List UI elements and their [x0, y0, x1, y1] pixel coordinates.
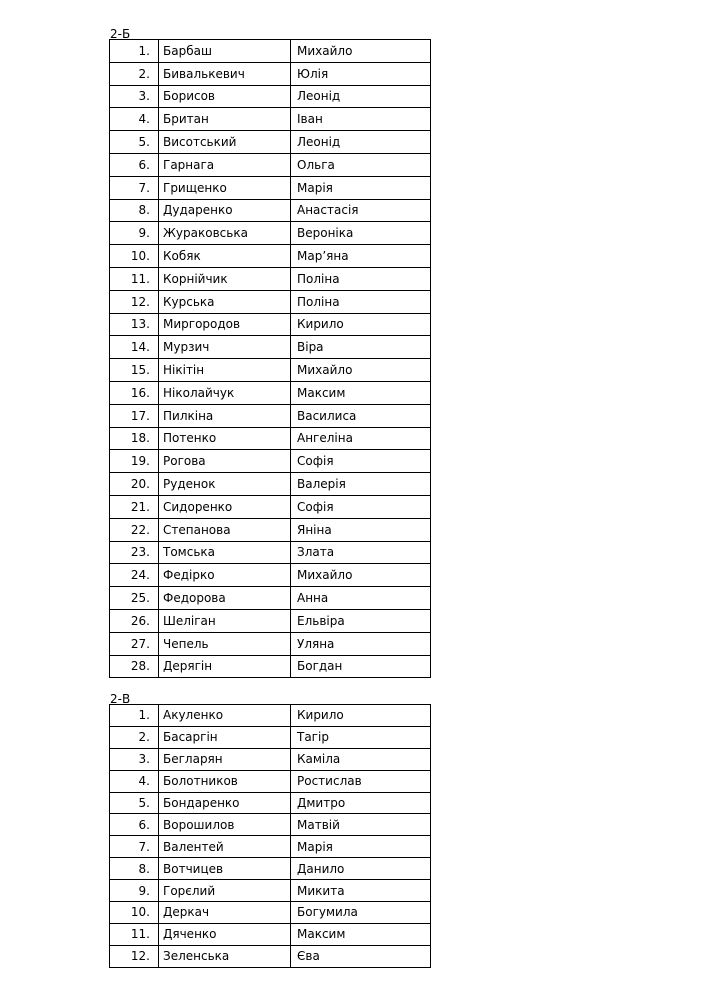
- row-number: 1.: [110, 705, 159, 727]
- last-name: Рогова: [159, 450, 291, 473]
- first-name: Яніна: [291, 518, 431, 541]
- row-number: 17.: [110, 404, 159, 427]
- last-name: Дерягін: [159, 655, 291, 678]
- last-name: Акуленко: [159, 705, 291, 727]
- table-row: [110, 131, 431, 154]
- last-name: Басаргін: [159, 726, 291, 748]
- last-name: Руденок: [159, 473, 291, 496]
- last-name: Сидоренко: [159, 495, 291, 518]
- row-number: 6.: [110, 153, 159, 176]
- table-row: [110, 770, 431, 792]
- table-row: [110, 267, 431, 290]
- first-name: Матвій: [291, 814, 431, 836]
- last-name: Степанова: [159, 518, 291, 541]
- last-name: Томська: [159, 541, 291, 564]
- row-number: 2.: [110, 726, 159, 748]
- first-name: Михайло: [291, 359, 431, 382]
- row-number: 16.: [110, 381, 159, 404]
- table-row: [110, 748, 431, 770]
- last-name: Шеліган: [159, 609, 291, 632]
- first-name: Марія: [291, 836, 431, 858]
- table-row: [110, 655, 431, 678]
- roster-table-2v: [109, 704, 431, 968]
- last-name: Горєлий: [159, 880, 291, 902]
- last-name: Бондаренко: [159, 792, 291, 814]
- table-row: [110, 290, 431, 313]
- row-number: 19.: [110, 450, 159, 473]
- row-number: 24.: [110, 564, 159, 587]
- first-name: Каміла: [291, 748, 431, 770]
- row-number: 8.: [110, 199, 159, 222]
- last-name: Жураковська: [159, 222, 291, 245]
- first-name: Софія: [291, 495, 431, 518]
- table-row: [110, 632, 431, 655]
- row-number: 2.: [110, 62, 159, 85]
- row-number: 21.: [110, 495, 159, 518]
- last-name: Борисов: [159, 85, 291, 108]
- row-number: 13.: [110, 313, 159, 336]
- row-number: 9.: [110, 880, 159, 902]
- first-name: Вероніка: [291, 222, 431, 245]
- first-name: Михайло: [291, 40, 431, 63]
- first-name: Уляна: [291, 632, 431, 655]
- table-row: [110, 450, 431, 473]
- section-title-2b: 2-Б: [110, 27, 131, 41]
- first-name: Ангеліна: [291, 427, 431, 450]
- last-name: Болотников: [159, 770, 291, 792]
- first-name: Іван: [291, 108, 431, 131]
- table-row: [110, 923, 431, 945]
- last-name: Потенко: [159, 427, 291, 450]
- table-row: [110, 518, 431, 541]
- last-name: Дяченко: [159, 923, 291, 945]
- row-number: 15.: [110, 359, 159, 382]
- last-name: Федорова: [159, 587, 291, 610]
- last-name: Грищенко: [159, 176, 291, 199]
- row-number: 14.: [110, 336, 159, 359]
- roster-table-2b: [109, 39, 431, 678]
- first-name: Максим: [291, 923, 431, 945]
- section-title-2v: 2-В: [110, 692, 131, 706]
- table-row: [110, 836, 431, 858]
- table-row: [110, 858, 431, 880]
- row-number: 27.: [110, 632, 159, 655]
- first-name: Віра: [291, 336, 431, 359]
- row-number: 22.: [110, 518, 159, 541]
- table-row: [110, 726, 431, 748]
- roster-table-body: [110, 705, 431, 968]
- row-number: 5.: [110, 131, 159, 154]
- first-name: Марія: [291, 176, 431, 199]
- first-name: Мар’яна: [291, 245, 431, 268]
- row-number: 25.: [110, 587, 159, 610]
- last-name: Миргородов: [159, 313, 291, 336]
- table-row: [110, 222, 431, 245]
- first-name: Анастасія: [291, 199, 431, 222]
- row-number: 12.: [110, 290, 159, 313]
- last-name: Ніколайчук: [159, 381, 291, 404]
- first-name: Богдан: [291, 655, 431, 678]
- row-number: 4.: [110, 770, 159, 792]
- row-number: 26.: [110, 609, 159, 632]
- row-number: 1.: [110, 40, 159, 63]
- last-name: Британ: [159, 108, 291, 131]
- table-row: [110, 564, 431, 587]
- table-row: [110, 176, 431, 199]
- first-name: Злата: [291, 541, 431, 564]
- table-row: [110, 62, 431, 85]
- first-name: Кирило: [291, 705, 431, 727]
- first-name: Богумила: [291, 902, 431, 924]
- table-row: [110, 945, 431, 967]
- last-name: Нікітін: [159, 359, 291, 382]
- last-name: Бивалькевич: [159, 62, 291, 85]
- first-name: Леонід: [291, 85, 431, 108]
- row-number: 5.: [110, 792, 159, 814]
- last-name: Федірко: [159, 564, 291, 587]
- first-name: Данило: [291, 858, 431, 880]
- row-number: 3.: [110, 748, 159, 770]
- last-name: Пилкіна: [159, 404, 291, 427]
- table-row: [110, 814, 431, 836]
- first-name: Леонід: [291, 131, 431, 154]
- first-name: Поліна: [291, 267, 431, 290]
- table-row: [110, 199, 431, 222]
- last-name: Вотчицев: [159, 858, 291, 880]
- last-name: Курська: [159, 290, 291, 313]
- first-name: Поліна: [291, 290, 431, 313]
- table-row: [110, 541, 431, 564]
- row-number: 28.: [110, 655, 159, 678]
- last-name: Ворошилов: [159, 814, 291, 836]
- table-row: [110, 40, 431, 63]
- first-name: Михайло: [291, 564, 431, 587]
- last-name: Висотський: [159, 131, 291, 154]
- table-row: [110, 495, 431, 518]
- table-row: [110, 587, 431, 610]
- last-name: Бегларян: [159, 748, 291, 770]
- last-name: Барбаш: [159, 40, 291, 63]
- first-name: Анна: [291, 587, 431, 610]
- last-name: Деркач: [159, 902, 291, 924]
- last-name: Мурзич: [159, 336, 291, 359]
- row-number: 9.: [110, 222, 159, 245]
- row-number: 11.: [110, 923, 159, 945]
- row-number: 7.: [110, 176, 159, 199]
- first-name: Василиса: [291, 404, 431, 427]
- first-name: Ельвіра: [291, 609, 431, 632]
- last-name: Гарнага: [159, 153, 291, 176]
- row-number: 10.: [110, 902, 159, 924]
- row-number: 7.: [110, 836, 159, 858]
- first-name: Софія: [291, 450, 431, 473]
- last-name: Валентей: [159, 836, 291, 858]
- row-number: 11.: [110, 267, 159, 290]
- first-name: Тагір: [291, 726, 431, 748]
- table-row: [110, 880, 431, 902]
- table-row: [110, 359, 431, 382]
- last-name: Дударенко: [159, 199, 291, 222]
- row-number: 6.: [110, 814, 159, 836]
- table-row: [110, 313, 431, 336]
- first-name: Ольга: [291, 153, 431, 176]
- roster-table-body: [110, 40, 431, 678]
- first-name: Валерія: [291, 473, 431, 496]
- first-name: Юлія: [291, 62, 431, 85]
- first-name: Микита: [291, 880, 431, 902]
- table-row: [110, 85, 431, 108]
- first-name: Ростислав: [291, 770, 431, 792]
- row-number: 10.: [110, 245, 159, 268]
- table-row: [110, 245, 431, 268]
- last-name: Чепель: [159, 632, 291, 655]
- row-number: 12.: [110, 945, 159, 967]
- row-number: 18.: [110, 427, 159, 450]
- table-row: [110, 404, 431, 427]
- last-name: Зеленська: [159, 945, 291, 967]
- table-row: [110, 336, 431, 359]
- table-row: [110, 902, 431, 924]
- table-row: [110, 705, 431, 727]
- row-number: 23.: [110, 541, 159, 564]
- table-row: [110, 108, 431, 131]
- last-name: Корнійчик: [159, 267, 291, 290]
- row-number: 4.: [110, 108, 159, 131]
- first-name: Максим: [291, 381, 431, 404]
- first-name: Кирило: [291, 313, 431, 336]
- first-name: Дмитро: [291, 792, 431, 814]
- table-row: [110, 427, 431, 450]
- row-number: 20.: [110, 473, 159, 496]
- table-row: [110, 609, 431, 632]
- first-name: Єва: [291, 945, 431, 967]
- row-number: 3.: [110, 85, 159, 108]
- row-number: 8.: [110, 858, 159, 880]
- last-name: Кобяк: [159, 245, 291, 268]
- table-row: [110, 153, 431, 176]
- table-row: [110, 381, 431, 404]
- table-row: [110, 473, 431, 496]
- table-row: [110, 792, 431, 814]
